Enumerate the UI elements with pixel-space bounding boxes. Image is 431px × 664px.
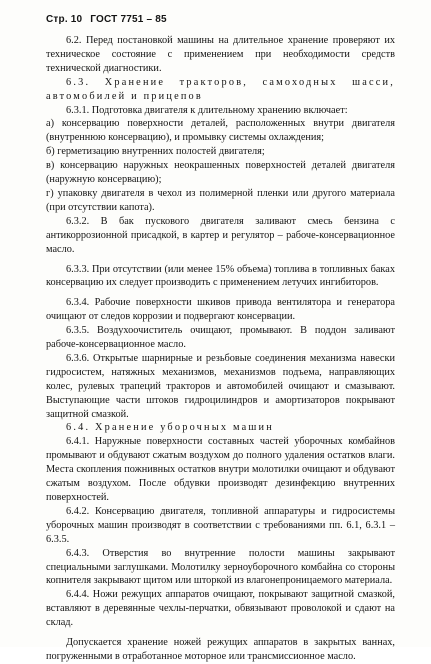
running-header [46,14,395,26]
list-item-v: в) консервацию наружных неокрашенных поверхностей деталей двигателя (наружную консервацию); [46,160,395,186]
paragraph-6-3-1: 6.3.1. Подготовка двигателя к длительному хранению включает: [66,104,348,116]
paragraph-6-4-3: 6.4.3. Отверстия во внутренние полости машины закрывают специальными заглушками. Молотилку зерноуборочного комбайна со стороны копнителя закрывают щитом или шторкой из влагонепроницаемого материала. [46,547,395,587]
paragraph-permission-note: Допускается хранение ножей режущих аппаратов в закрытых ваннах, погруженными в отработанное моторное или трансмиссионное масло. [46,637,395,662]
paragraph-6-3-6: 6.3.6. Открытые шарнирные и резьбовые соединения механизма навески гидросистем, натяжных механизмов, механизмов подъема, направляющих колес, рулевых трапеций тракторов и автомобилей очищают и смазывают. Выступающие части штоков гидроцилиндров и амортизаторов покрывают защитной смазкой. [46,352,395,420]
list-item-b: б) герметизацию внутренних полостей двигателя; [46,146,265,158]
paragraph-6-4-2: 6.4.2. Консервацию двигателя, топливной аппаратуры и гидросистемы уборочных машин производят в соответствии с требованиями пп. 6.1, 6.3.1 – 6.3.5. [46,505,395,545]
section-heading-6-4: 6.4. Хранение уборочных машин [66,422,274,434]
paragraph-6-4-1: 6.4.1. Наружные поверхности составных частей уборочных комбайнов промывают и обдувают сжатым воздухом до полного удаления остатков влаги. Места скопления пожнивных остатков внутри молотилки очищают и обдувают сжатым воздухом. После обдувки производят дезинфекцию внутренних поверхностей. [46,436,395,503]
page-number: Стр. 10 [46,14,83,25]
paragraph-6-4-4: 6.4.4. Ножи режущих аппаратов очищают, покрывают защитной смазкой, вставляют в деревянные чехлы-перчатки, обвязывают проволокой и сдают на склад. [46,589,395,629]
section-heading-6-3: 6.3. Хранение тракторов, самоходных шасси, автомобилей и прицепов [46,76,395,102]
paragraph-6-3-3: 6.3.3. При отсутствии (или менее 15% объема) топлива в топливных баках консервацию их следует производить с применением летучих ингибиторов. [46,263,395,289]
standard-designation: ГОСТ 7751 – 85 [90,14,167,25]
list-item-a: а) консервацию поверхности деталей, расположенных внутри двигателя (внутреннюю консервацию), и промывку системы охлаждения; [46,118,395,144]
paragraph-6-3-5: 6.3.5. Воздухоочиститель очищают, промывают. В поддон заливают рабоче-консервационное масло. [46,325,395,351]
paragraph-6-2: 6.2. Перед постановкой машины на длительное хранение проверяют их техническое состояние с применением при необходимости средств технической диагностики. [46,35,395,74]
paragraph-6-3-4: 6.3.4. Рабочие поверхности шкивов привода вентилятора и генератора очищают от следов коррозии и подвергают консервации. [46,297,395,323]
document-body [46,34,395,664]
list-item-g: г) упаковку двигателя в чехол из полимерной пленки или другого материала (при отсутствии капота). [46,187,395,213]
paragraph-6-3-2: 6.3.2. В бак пускового двигателя заливают смесь бензина с антикоррозионной присадкой, в картер и регулятор – рабоче-консервационное масло. [46,215,395,255]
